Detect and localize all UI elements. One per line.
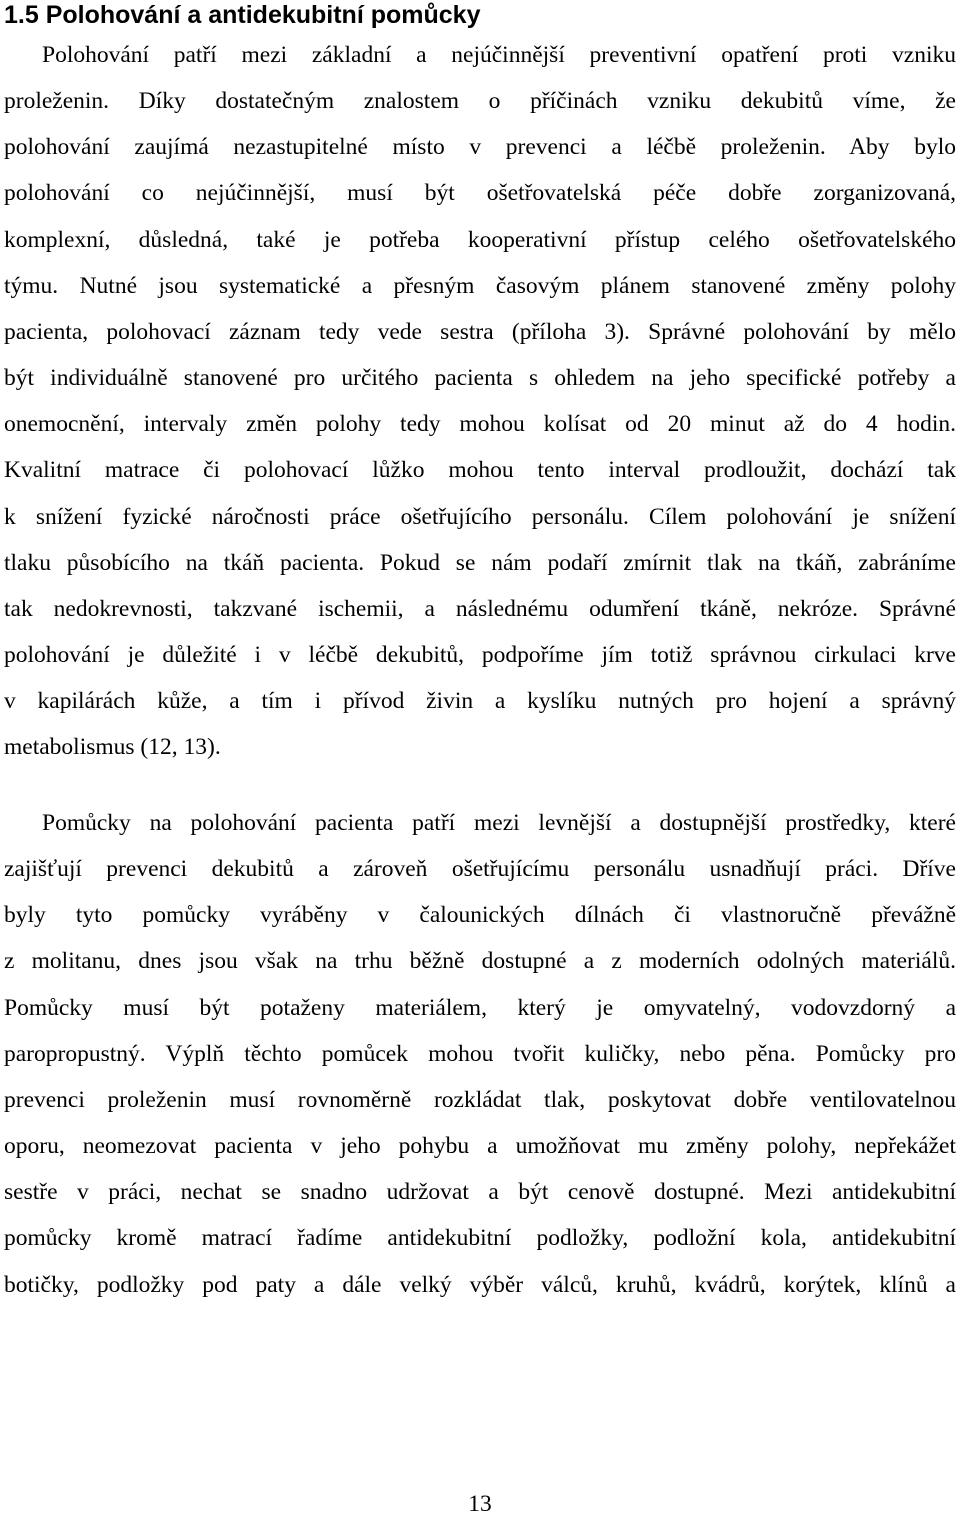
text-line: onemocnění, intervaly změn polohy tedy mohou kolísat od 20 minut až do 4 hodin. xyxy=(4,411,956,438)
paragraph-1 xyxy=(4,32,956,771)
text-line: polohování co nejúčinnější, musí být ošetřovatelská péče dobře zorganizovaná, xyxy=(4,180,956,207)
text-line: pacienta, polohovací záznam tedy vede sestra (příloha 3). Správné polohování by mělo xyxy=(4,318,956,345)
text-line: prevenci proleženin musí rovnoměrně rozkládat tlak, poskytovat dobře ventilovatelnou xyxy=(4,1086,956,1113)
text-line: k snížení fyzické náročnosti práce ošetřujícího personálu. Cílem polohování je snížení xyxy=(4,503,956,530)
text-line: týmu. Nutné jsou systematické a přesným časovým plánem stanovené změny polohy xyxy=(4,272,956,299)
text-line: polohování zaujímá nezastupitelné místo v prevenci a léčbě proleženin. Aby bylo xyxy=(4,134,956,161)
text-line: byly tyto pomůcky vyráběny v čalounických dílnách či vlastnoručně převážně xyxy=(4,902,956,929)
text-line: pomůcky kromě matrací řadíme antidekubitní podložky, podložní kola, antidekubitní xyxy=(4,1225,956,1252)
paragraph-2 xyxy=(4,800,956,1308)
text-line: Kvalitní matrace či polohovací lůžko mohou tento interval prodloužit, dochází tak xyxy=(4,457,956,484)
text-line: oporu, neomezovat pacienta v jeho pohybu a umožňovat mu změny polohy, nepřekážet xyxy=(4,1133,956,1160)
page-number: 13 xyxy=(468,1491,492,1517)
text-line: botičky, podložky pod paty a dále velký výběr válců, kruhů, kvádrů, korýtek, klínů a xyxy=(4,1271,956,1298)
text-line: Pomůcky musí být potaženy materiálem, který je omyvatelný, vodovzdorný a xyxy=(4,994,956,1021)
text-line: Pomůcky na polohování pacienta patří mezi levnější a dostupnější prostředky, které xyxy=(42,810,956,836)
text-line: v kapilárách kůže, a tím i přívod živin a kyslíku nutných pro hojení a správný xyxy=(4,688,956,715)
text-line: zajišťují prevenci dekubitů a zároveň ošetřujícímu personálu usnadňují práci. Dříve xyxy=(4,856,956,883)
text-line: tak nedokrevnosti, takzvané ischemii, a následnému odumření tkáně, nekróze. Správné xyxy=(4,595,956,622)
text-line: komplexní, důsledná, také je potřeba kooperativní přístup celého ošetřovatelského xyxy=(4,226,956,253)
text-line: tlaku působícího na tkáň pacienta. Pokud se nám podaří zmírnit tlak na tkáň, zabráníme xyxy=(4,549,956,576)
section-heading: 1.5 Polohování a antidekubitní pomůcky xyxy=(4,1,481,29)
text-line: polohování je důležité i v léčbě dekubitů, podpoříme jím totiž správnou cirkulaci krve xyxy=(4,642,956,669)
text-line: být individuálně stanovené pro určitého pacienta s ohledem na jeho specifické potřeby a xyxy=(4,365,956,392)
text-line: z molitanu, dnes jsou však na trhu běžně dostupné a z moderních odolných materiálů. xyxy=(4,948,956,975)
text-line: proleženin. Díky dostatečným znalostem o příčinách vzniku dekubitů víme, že xyxy=(4,88,956,115)
text-line: Polohování patří mezi základní a nejúčinnější preventivní opatření proti vzniku xyxy=(42,42,956,68)
text-line: metabolismus (12, 13). xyxy=(4,734,221,761)
text-line: paropropustný. Výplň těchto pomůcek mohou tvořit kuličky, nebo pěna. Pomůcky pro xyxy=(4,1040,956,1067)
text-line: sestře v práci, nechat se snadno udržovat a být cenově dostupné. Mezi antidekubitní xyxy=(4,1179,956,1206)
